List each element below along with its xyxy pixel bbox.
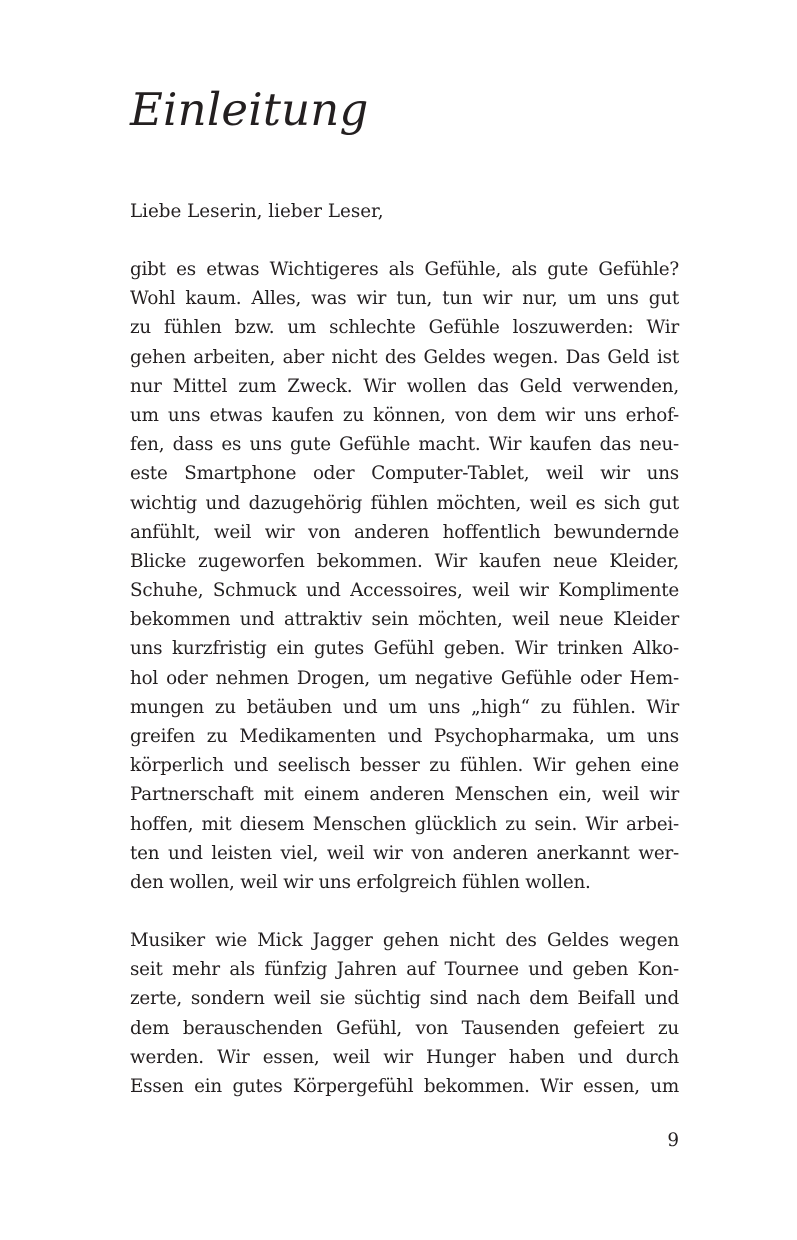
text-line: anfühlt, weil wir von anderen hoffentlich bewundernde [130, 521, 679, 543]
text-line: Wohl kaum. Alles, was wir tun, tun wir nur, um uns gut [130, 288, 679, 310]
text-line: mungen zu betäuben und um uns „high“ zu fühlen. Wir [130, 696, 679, 718]
text-line: ten und leisten viel, weil wir von anderen anerkannt wer- [130, 842, 679, 864]
text-line: Schuhe, Schmuck und Accessoires, weil wir Komplimente [130, 580, 679, 602]
text-line: uns kurzfristig ein gutes Gefühl geben. Wir trinken Alko- [130, 638, 679, 660]
text-line: hol oder nehmen Drogen, um negative Gefühle oder Hem- [130, 667, 679, 689]
text-line: zu fühlen bzw. um schlechte Gefühle loszuwerden: Wir [130, 317, 679, 339]
text-line: dem berauschenden Gefühl, von Tausenden gefeiert zu [130, 1017, 679, 1039]
text-line: gehen arbeiten, aber nicht des Geldes wegen. Das Geld ist [130, 346, 679, 368]
text-line: este Smartphone oder Computer-Tablet, weil wir uns [130, 463, 679, 485]
text-line: körperlich und seelisch besser zu fühlen. Wir gehen eine [130, 755, 679, 777]
page-number: 9 [667, 1130, 679, 1151]
paragraph-2 [130, 926, 679, 1101]
text-line: Partnerschaft mit einem anderen Menschen ein, weil wir [130, 784, 679, 806]
text-line: um uns etwas kaufen zu können, von dem wir uns erhof- [130, 404, 679, 426]
text-line: greifen zu Medikamenten und Psychopharmaka, um uns [130, 726, 679, 747]
text-line: nur Mittel zum Zweck. Wir wollen das Geld verwenden, [130, 375, 679, 397]
chapter-title: Einleitung [130, 83, 369, 136]
text-line: Blicke zugeworfen bekommen. Wir kaufen neue Kleider, [130, 550, 679, 572]
text-line: Essen ein gutes Körpergefühl bekommen. Wir essen, um [130, 1075, 679, 1097]
text-line: werden. Wir essen, weil wir Hunger haben und durch [130, 1046, 679, 1068]
paragraph-1 [130, 255, 679, 897]
text-line: gibt es etwas Wichtigeres als Gefühle, als gute Gefühle? [130, 259, 679, 280]
salutation: Liebe Leserin, lieber Leser, [130, 201, 384, 222]
text-line: seit mehr als fünfzig Jahren auf Tournee und geben Kon- [130, 959, 679, 981]
text-line: zerte, sondern weil sie süchtig sind nach dem Beifall und [130, 988, 679, 1010]
text-line: Musiker wie Mick Jagger gehen nicht des Geldes wegen [130, 930, 679, 951]
text-line: fen, dass es uns gute Gefühle macht. Wir kaufen das neu- [130, 434, 679, 456]
text-line: bekommen und attraktiv sein möchten, weil neue Kleider [130, 609, 679, 631]
text-line: den wollen, weil wir uns erfolgreich fühlen wollen. [130, 871, 591, 893]
text-line: hoffen, mit diesem Menschen glücklich zu sein. Wir arbei- [130, 813, 679, 835]
text-line: wichtig und dazugehörig fühlen möchten, weil es sich gut [130, 492, 679, 514]
